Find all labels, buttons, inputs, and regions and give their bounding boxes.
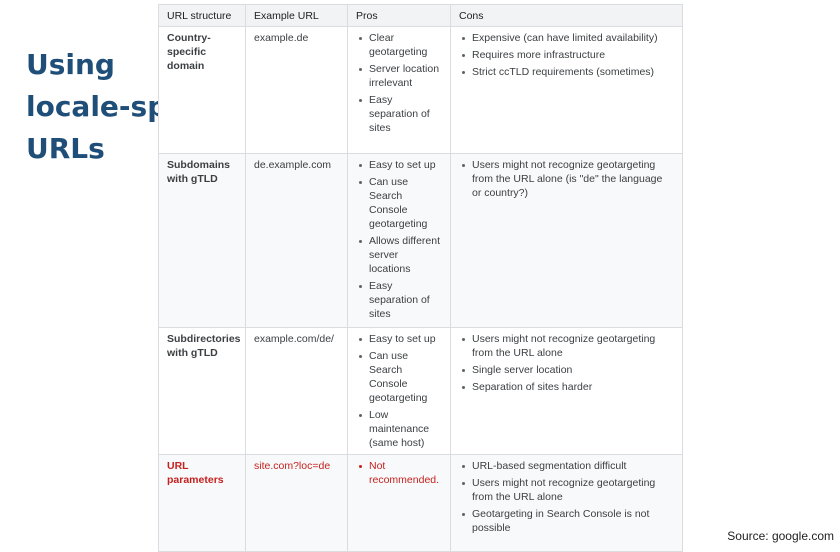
header-pros: Pros bbox=[348, 5, 451, 27]
pros-list-item: Easy to set up bbox=[369, 332, 442, 346]
cons-list-item: Users might not recognize geotargeting from the URL alone (is "de" the language or country?) bbox=[472, 158, 674, 200]
cons-cell bbox=[451, 27, 683, 154]
cons-cell bbox=[451, 154, 683, 328]
table-row-subdirectories bbox=[159, 328, 683, 455]
url-structure-cell: Subdirectories with gTLD bbox=[159, 328, 246, 455]
cons-cell bbox=[451, 455, 683, 552]
pros-list-item: Can use Search Console geotargeting bbox=[369, 349, 442, 405]
cons-list-item: Expensive (can have limited availability) bbox=[472, 31, 674, 45]
table-row-url-parameters bbox=[159, 455, 683, 552]
pros-list-item: Not recommended. bbox=[369, 459, 442, 487]
table-row-country-specific-domain bbox=[159, 27, 683, 154]
pros-cell bbox=[348, 328, 451, 455]
cons-list-item: Users might not recognize geotargeting from the URL alone bbox=[472, 332, 674, 360]
cons-cell bbox=[451, 328, 683, 455]
url-structure-cell: Subdomains with gTLD bbox=[159, 154, 246, 328]
slide-title-line: URLs bbox=[26, 132, 105, 165]
pros-list bbox=[356, 31, 442, 135]
pros-list bbox=[356, 332, 442, 450]
pros-cell bbox=[348, 154, 451, 328]
example-url-cell: example.com/de/ bbox=[246, 328, 348, 455]
table-row-subdomains bbox=[159, 154, 683, 328]
pros-list-item: Easy separation of sites bbox=[369, 279, 442, 321]
source-caption: Source: google.com bbox=[727, 529, 834, 543]
url-structure-table bbox=[158, 4, 683, 552]
cons-list-item: Single server location bbox=[472, 363, 674, 377]
url-structure-cell: URL parameters bbox=[159, 455, 246, 552]
pros-list bbox=[356, 459, 442, 487]
pros-cell bbox=[348, 455, 451, 552]
cons-list bbox=[459, 459, 674, 535]
header-url-structure: URL structure bbox=[159, 5, 246, 27]
example-url-cell: de.example.com bbox=[246, 154, 348, 328]
header-cons: Cons bbox=[451, 5, 683, 27]
pros-list-item: Low maintenance (same host) bbox=[369, 408, 442, 450]
cons-list bbox=[459, 158, 674, 200]
example-url-cell: example.de bbox=[246, 27, 348, 154]
pros-list-item: Easy to set up bbox=[369, 158, 442, 172]
cons-list-item: Requires more infrastructure bbox=[472, 48, 674, 62]
header-example-url: Example URL bbox=[246, 5, 348, 27]
cons-list bbox=[459, 332, 674, 394]
pros-list-item: Server location irrelevant bbox=[369, 62, 442, 90]
cons-list-item: Geotargeting in Search Console is not possible bbox=[472, 507, 674, 535]
slide-title-line: locale-specific bbox=[26, 90, 250, 123]
url-structure-cell: Country-specific domain bbox=[159, 27, 246, 154]
pros-list-item: Can use Search Console geotargeting bbox=[369, 175, 442, 231]
pros-list-item: Easy separation of sites bbox=[369, 93, 442, 135]
pros-cell bbox=[348, 27, 451, 154]
table-header-row bbox=[159, 5, 683, 27]
cons-list-item: URL-based segmentation difficult bbox=[472, 459, 674, 473]
cons-list bbox=[459, 31, 674, 79]
pros-list-item: Clear geotargeting bbox=[369, 31, 442, 59]
cons-list-item: Separation of sites harder bbox=[472, 380, 674, 394]
example-url-cell: site.com?loc=de bbox=[246, 455, 348, 552]
slide-title-line: Using bbox=[26, 48, 115, 81]
pros-list-item: Allows different server locations bbox=[369, 235, 441, 275]
cons-list-item: Strict ccTLD requirements (sometimes) bbox=[472, 65, 674, 79]
pros-list bbox=[356, 158, 442, 321]
cons-list-item: Users might not recognize geotargeting from the URL alone bbox=[472, 476, 674, 504]
